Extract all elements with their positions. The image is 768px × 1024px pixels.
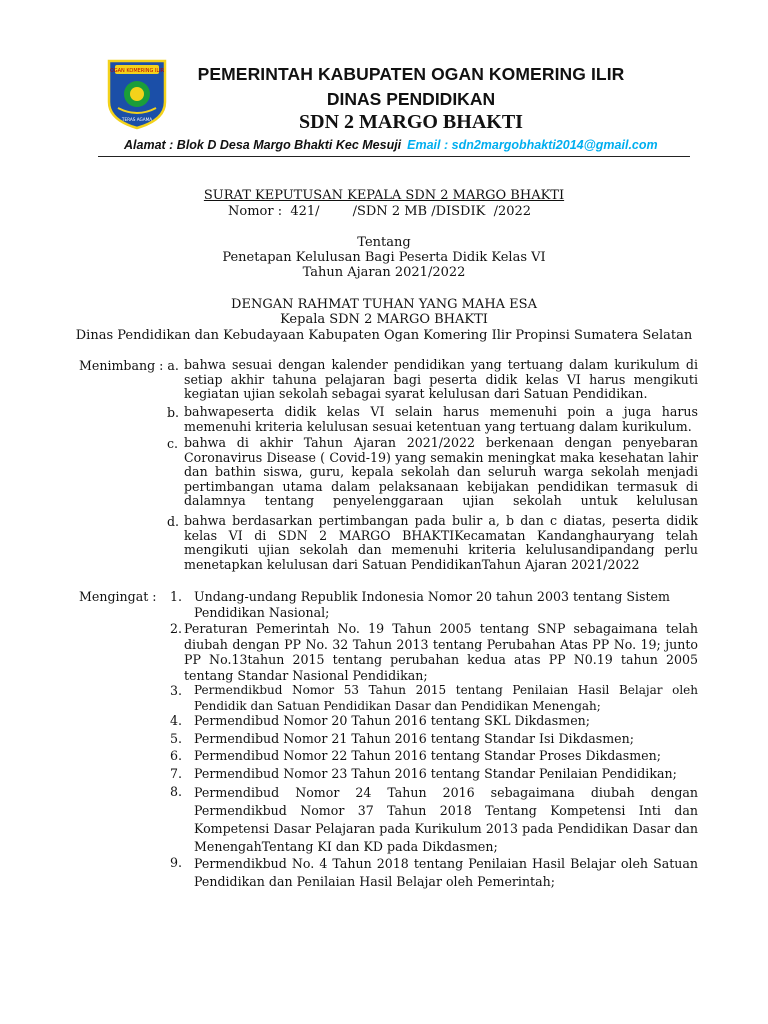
letterhead-government: PEMERINTAH KABUPATEN OGAN KOMERING ILIR (197, 64, 625, 84)
mengingat-marker-5: 5. (170, 731, 183, 746)
mengingat-label: Mengingat : (79, 589, 157, 604)
menimbang-marker-d: d. (167, 514, 180, 529)
mengingat-marker-2: 2. (170, 621, 183, 636)
address-text: Alamat : Blok D Desa Margo Bhakti Kec Mesuji (124, 138, 402, 152)
menimbang-label: Menimbang : a. (79, 358, 179, 373)
mengingat-item-5: Permendibud Nomor 21 Tahun 2016 tentang Standar Isi Dikdasmen; (194, 731, 634, 746)
menimbang-item-d: bahwa berdasarkan pertimbangan pada bulir a, b dan c diatas, peserta didik kelas VI di SDN 2 MARGO BHAKTIKecamatan Kandanghauryang telah mengikuti ujian sekolah dan memenuhi kriteria kelulusandipandang perlu menetapkan kelulusan dari Satuan PendidikanTahun Ajaran 2021/2022 (184, 513, 698, 572)
mengingat-marker-6: 6. (170, 748, 183, 763)
letterhead-school: SDN 2 MARGO BHAKTI (299, 111, 523, 133)
svg-text:TERAS AGAMA: TERAS AGAMA (121, 117, 153, 122)
menimbang-item-b: bahwapeserta didik kelas VI selain harus memenuhi poin a juga harus memenuhi kriteria kelulusan sesuai ketentuan yang tertuang dalam kurikulum. (184, 404, 698, 434)
email-text: Email : sdn2margobhakti2014@gmail.com (407, 138, 658, 152)
decree-number: Nomor : 421/ /SDN 2 MB /DISDIK /2022 (228, 204, 532, 219)
dinas-line: Dinas Pendidikan dan Kebudayaan Kabupaten Ogan Komering Ilir Propinsi Sumatera Selatan (75, 328, 693, 343)
letterhead-department: DINAS PENDIDIKAN (326, 89, 496, 109)
menimbang-item-c: bahwa di akhir Tahun Ajaran 2021/2022 berkenaan dengan penyebaran Coronavirus Disease ( Covid-19) yang semakin meningkat maka kesehatan lahir dan bathin siswa, guru, kepala sekolah dan seluruh warga sekolah menjadi pertimbangan utama dalam pelaksanaan kebijakan pendidikan termasuk di dalamnya tentang penyelenggaraan ujian sekolah untuk kelulusan (184, 435, 698, 508)
mengingat-item-3: Permendikbud Nomor 53 Tahun 2015 tentang Penilaian Hasil Belajar oleh Pendidik dan Satuan Pendidikan Dasar dan Pendidikan Menengah; (194, 683, 698, 713)
decree-subject: Penetapan Kelulusan Bagi Peserta Didik Kelas VI (222, 250, 546, 265)
svg-text:OGAN KOMERING ILIR: OGAN KOMERING ILIR (109, 68, 165, 74)
decree-title: SURAT KEPUTUSAN KEPALA SDN 2 MARGO BHAKTI (203, 188, 565, 203)
mengingat-marker-4: 4. (170, 713, 183, 728)
regency-emblem-logo (106, 58, 168, 130)
mengingat-item-7: Permendibud Nomor 23 Tahun 2016 tentang Standar Penilaian Pendidikan; (194, 766, 677, 781)
menimbang-marker-b: b. (167, 405, 180, 420)
menimbang-marker-c: c. (167, 436, 179, 451)
mengingat-item-8: Permendibud Nomor 24 Tahun 2016 sebagaimana diubah dengan Permendikbud Nomor 37 Tahun 2018 Tentang Kompetensi Inti dan Kompetensi Dasar Pelajaran pada Kurikulum 2013 pada Pendidikan Dasar dan MenengahTentang KI dan KD pada Dikdasmen; (194, 785, 698, 854)
mengingat-marker-1: 1. (170, 589, 183, 604)
mengingat-marker-8: 8. (170, 784, 183, 799)
menimbang-item-a: bahwa sesuai dengan kalender pendidikan yang tertuang dalam kurikulum di setiap akhir tahuna pelajaran bagi peserta didik kelas VI harus mengikuti kegiatan ujian sekolah sebagai syarat kelulusan dari Satuan Pendidikan. (184, 357, 698, 401)
tentang-heading: Tentang (357, 235, 411, 250)
letterhead-divider (98, 156, 690, 157)
mengingat-item-4: Permendibud Nomor 20 Tahun 2016 tentang SKL Dikdasmen; (194, 713, 591, 728)
mengingat-item-9: Permendikbud No. 4 Tahun 2018 tentang Penilaian Hasil Belajar oleh Satuan Pendidikan dan Penilaian Hasil Belajar oleh Pemerintah; (194, 856, 698, 889)
mengingat-item-6: Permendibud Nomor 22 Tahun 2016 tentang Standar Proses Dikdasmen; (194, 748, 661, 763)
mengingat-marker-3: 3. (170, 683, 183, 698)
mengingat-item-2: Peraturan Pemerintah No. 19 Tahun 2005 tentang SNP sebagaimana telah diubah dengan PP No. 32 Tahun 2013 tentang Perubahan Atas PP No. 19; junto PP No.13tahun 2015 tentang perubahan kedua atas PP N0.19 tahun 2005 tentang Standar Nasional Pendidikan; (184, 621, 698, 683)
rahmat-line: DENGAN RAHMAT TUHAN YANG MAHA ESA (231, 297, 537, 312)
mengingat-marker-9: 9. (170, 855, 183, 870)
decree-year: Tahun Ajaran 2021/2022 (302, 265, 466, 280)
letterhead-address-line (124, 138, 658, 152)
kepala-line: Kepala SDN 2 MARGO BHAKTI (280, 312, 488, 327)
mengingat-marker-7: 7. (170, 766, 183, 781)
mengingat-item-1: Undang-undang Republik Indonesia Nomor 20 tahun 2003 tentang Sistem Pendidikan Nasional; (194, 589, 670, 620)
